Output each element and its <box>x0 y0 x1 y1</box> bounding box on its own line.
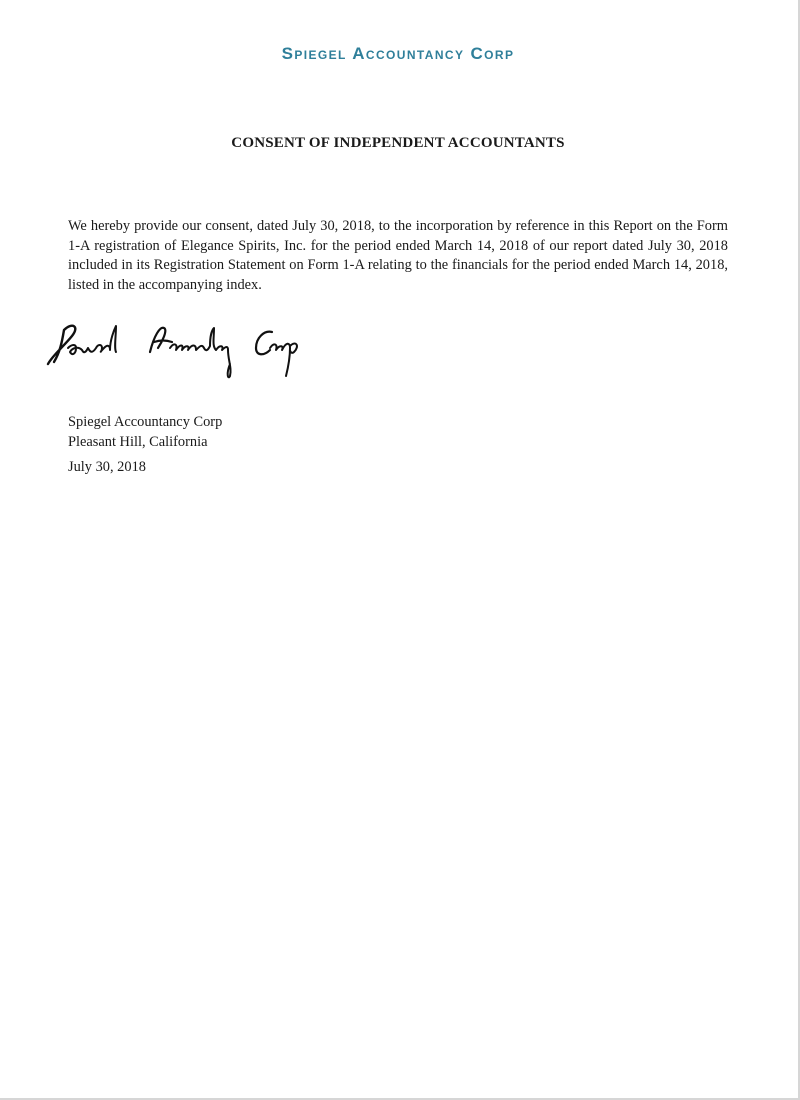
signatory-name: Spiegel Accountancy Corp <box>68 414 223 430</box>
consent-paragraph: We hereby provide our consent, dated July 30, 2018, to the incorporation by reference in this Report on the Form 1-A registration of Elegance Spirits, Inc. for the period ended March 14, 2018 of our report dated July 30, 2018 included in its Registration Statement on Form 1-A relating to the financials for the period ended March 14, 2018, listed in the accompanying index. <box>68 218 728 293</box>
document-title: CONSENT OF INDEPENDENT ACCOUNTANTS <box>231 135 565 151</box>
signatory-location: Pleasant Hill, California <box>68 433 208 450</box>
letterhead-firm-name: Spiegel Accountancy Corp <box>281 44 515 63</box>
signature-image <box>42 318 312 380</box>
document-date: July 30, 2018 <box>68 459 146 475</box>
signatory-block <box>68 413 222 452</box>
